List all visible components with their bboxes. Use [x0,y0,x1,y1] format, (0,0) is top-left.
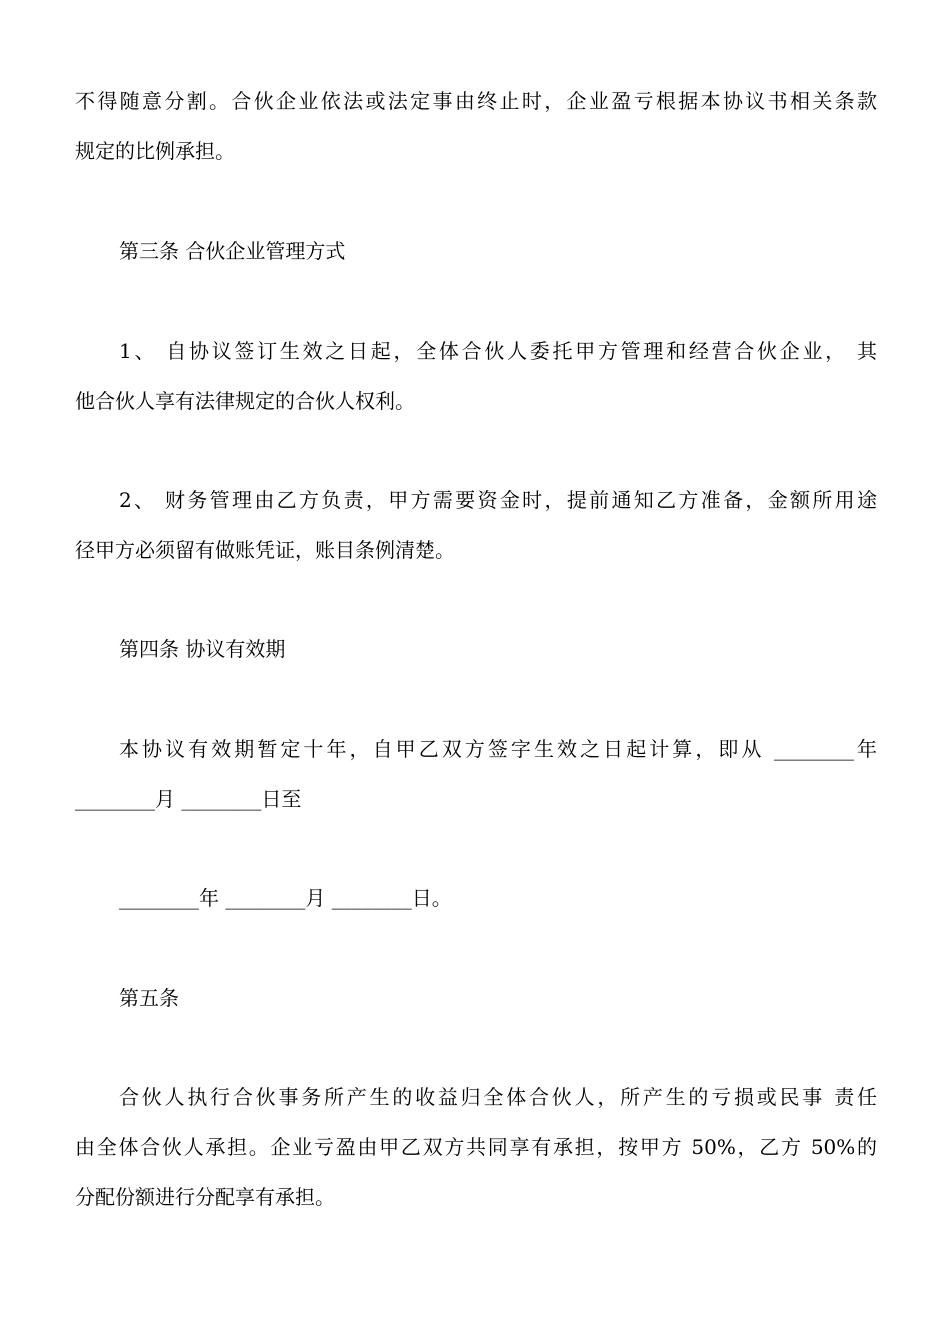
paragraph-line: ________年 ________月 ________日。 [119,886,452,910]
paragraph-line: 规定的比例承担。 [75,139,235,163]
paragraph-line: 不得随意分割。合伙企业依法或法定事由终止时，企业盈亏根据本协议书相关条款 [75,89,877,113]
paragraph-line: 1、 自协议签订生效之日起，全体合伙人委托甲方管理和经营合伙企业， 其 [119,339,877,363]
paragraph-line: 本协议有效期暂定十年，自甲乙双方签字生效之日起计算，即从 ________年 [119,737,877,761]
article-3-heading: 第三条 合伙企业管理方式 [119,239,346,263]
paragraph-line: ________月 ________日至 [75,787,302,811]
paragraph-line: 2、 财务管理由乙方负责，甲方需要资金时，提前通知乙方准备，金额所用途 [119,488,877,512]
article-4-heading: 第四条 协议有效期 [119,637,286,661]
paragraph-line: 由全体合伙人承担。企业亏盈由甲乙双方共同享有承担，按甲方 50%，乙方 50%的 [75,1135,877,1159]
paragraph-line: 径甲方必须留有做账凭证，账目条例清楚。 [75,538,455,562]
paragraph-line: 分配份额进行分配享有承担。 [75,1185,335,1209]
article-5-heading: 第五条 [119,986,179,1010]
paragraph-line: 合伙人执行合伙事务所产生的收益归全体合伙人，所产生的亏损或民事 责任 [119,1085,877,1109]
paragraph-line: 他合伙人享有法律规定的合伙人权利。 [75,389,415,413]
